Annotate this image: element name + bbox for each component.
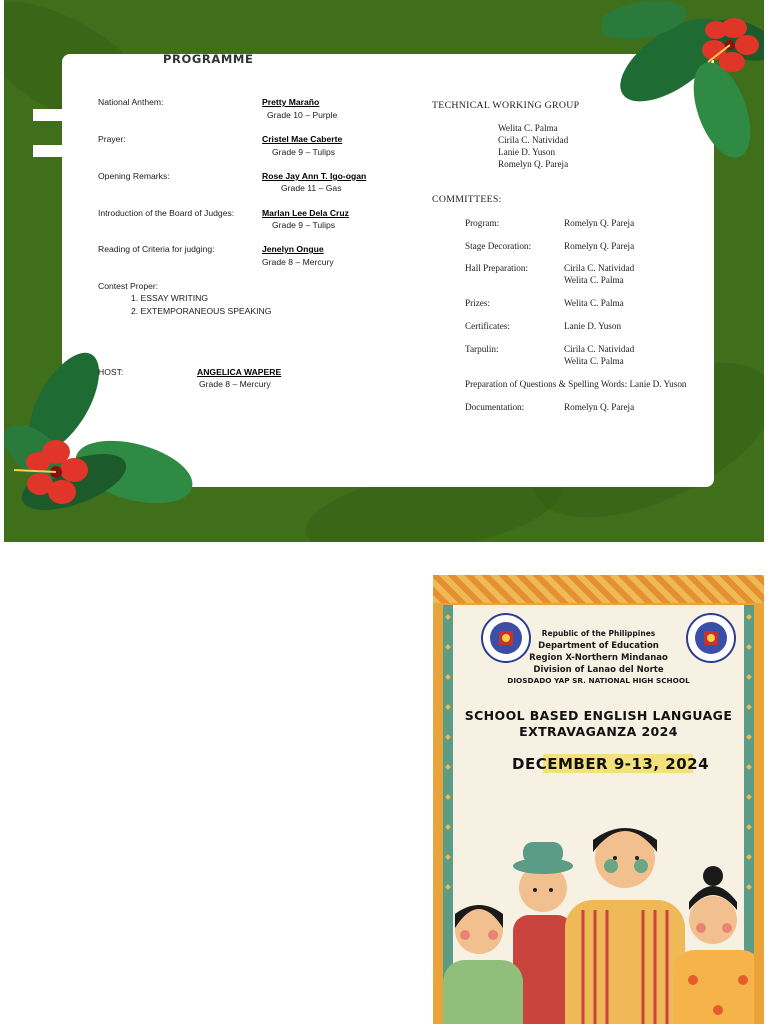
filipino-people-illustration-icon [443,810,754,1024]
twg-member: Cirila C. Natividad [498,135,569,145]
twg-member: Welita C. Palma [498,123,558,133]
poster-department: Department of Education [538,641,659,651]
contest-item: 1. ESSAY WRITING [131,293,209,303]
host-label: HOST: [98,367,124,377]
poster-pattern-band [433,575,764,603]
host-grade: Grade 8 – Mercury [199,379,271,389]
programme-item-label: Introduction of the Board of Judges: [98,208,235,218]
programme-item-name: Pretty Maraño [262,97,320,107]
committee-label: Stage Decoration: [465,241,532,251]
twg-heading: TECHNICAL WORKING GROUP [432,100,580,111]
committee-label: Certificates: [465,321,510,331]
committee-value: Cirila C. Natividad [564,344,635,354]
questions-committee: Preparation of Questions & Spelling Words: Lanie D. Yuson [465,379,687,389]
poster-date: DECEMBER 9-13, 2024 [512,755,710,773]
host-name: ANGELICA WAPERE [197,367,282,377]
tropical-leaves-top-right-icon [602,0,764,170]
programme-item-name: Jenelyn Ongue [262,244,324,254]
poster-republic: Republic of the Philippines [541,629,656,638]
committee-label: Tarpulin: [465,344,499,354]
committee-value: Welita C. Palma [564,298,624,308]
programme-item-label: National Anthem: [98,97,164,107]
programme-item-name: Marlan Lee Dela Cruz [262,208,349,218]
committee-value: Romelyn Q. Pareja [564,402,635,412]
programme-item-grade: Grade 9 – Tulips [272,147,336,157]
committee-value: Romelyn Q. Pareja [564,218,635,228]
programme-title: PROGRAMME [163,52,254,66]
committee-label: Documentation: [465,402,525,412]
programme-item-grade: Grade 8 – Mercury [262,257,334,267]
committee-label: Hall Preparation: [465,263,529,273]
committee-value: Welita C. Palma [564,275,624,285]
poster-inner-panel [443,605,754,1024]
contest-proper-label: Contest Proper: [98,281,159,291]
twg-member: Lanie D. Yuson [498,147,556,157]
committee-label: Prizes: [465,298,491,308]
poster-title-line2: EXTRAVAGANZA 2024 [519,724,678,739]
programme-item-name: Rose Jay Ann T. Igo-ogan [262,171,367,181]
committee-value: Cirila C. Natividad [564,263,635,273]
programme-page [4,0,764,542]
committee-value: Romelyn Q. Pareja [564,241,635,251]
programme-item-label: Reading of Criteria for judging: [98,244,215,254]
committee-label: Program: [465,218,500,228]
committees-heading: COMMITTEES: [432,194,502,205]
poster-title-line1: SCHOOL BASED ENGLISH LANGUAGE [464,708,733,723]
committee-value: Welita C. Palma [564,356,624,366]
contest-item: 2. EXTEMPORANEOUS SPEAKING [131,306,272,316]
programme-item-grade: Grade 11 – Gas [281,183,342,193]
committee-value: Lanie D. Yuson [564,321,622,331]
programme-item-label: Opening Remarks: [98,171,170,181]
programme-item-grade: Grade 10 – Purple [267,110,338,120]
programme-item-grade: Grade 9 – Tulips [272,220,336,230]
poster-region: Region X-Northern Mindanao [529,653,668,663]
programme-item-name: Cristel Mae Caberte [262,134,343,144]
poster-school: DIOSDADO YAP SR. NATIONAL HIGH SCHOOL [507,676,690,685]
programme-item-label: Prayer: [98,134,126,144]
event-poster [433,575,764,1024]
twg-member: Romelyn Q. Pareja [498,159,569,169]
tropical-leaves-bottom-left-icon [4,352,194,542]
poster-division: Division of Lanao del Norte [533,665,664,675]
